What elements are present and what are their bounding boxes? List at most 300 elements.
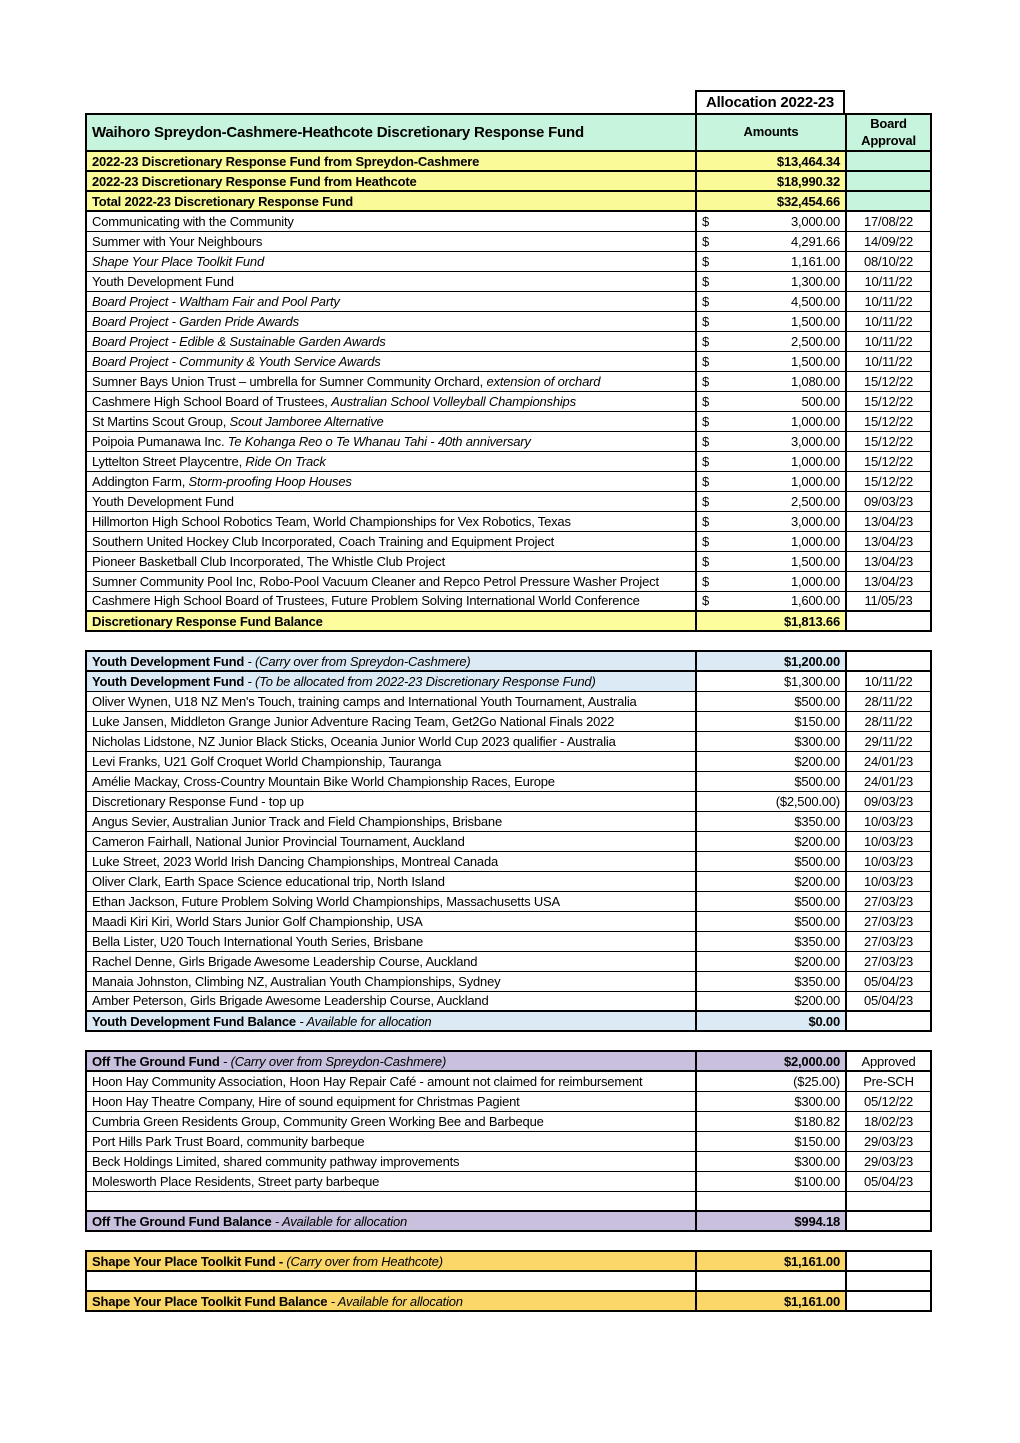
cell-text: 14/09/22: [863, 233, 913, 249]
cell-text: 10/03/23: [863, 833, 913, 849]
table-row: [86, 711, 931, 731]
amount-cell: [696, 1171, 846, 1191]
board-approval-cell: [846, 1171, 931, 1191]
cell-text: Youth Development Fund: [92, 493, 234, 509]
board-approval-cell: [846, 1291, 931, 1311]
cell-text: 28/11/22: [864, 693, 913, 709]
cell-text: $: [702, 553, 710, 569]
summary-row: [86, 191, 931, 211]
amount-cell: [696, 1111, 846, 1131]
balance-subtitle: - Available for allocation: [271, 1213, 408, 1229]
section-amount-cell: $1,300.00: [696, 671, 846, 691]
cell-text: $500.00: [794, 773, 840, 789]
cell-text: 05/04/23: [863, 973, 913, 989]
cell-text: 29/03/23: [863, 1133, 913, 1149]
project-description-cell: [86, 331, 696, 351]
cell-text: Amélie Mackay, Cross-Country Mountain Bike World Championship Races, Europe: [92, 773, 555, 789]
table-row: [86, 291, 931, 311]
project-description-cell: [86, 931, 696, 951]
project-description-cell: [86, 771, 696, 791]
table-row: [86, 1191, 931, 1211]
cell-text: 10/11/22: [864, 353, 913, 369]
board-approval-cell: [846, 1211, 931, 1231]
board-approval-cell: [846, 1191, 931, 1211]
board-approval-cell: [846, 231, 931, 251]
empty-cell: [86, 1271, 696, 1291]
table-row: [86, 471, 931, 491]
balance-subtitle: - Available for allocation: [327, 1293, 463, 1309]
balance-label-cell: Discretionary Response Fund Balance: [86, 611, 696, 631]
project-description-cell: [86, 711, 696, 731]
board-approval-cell: [846, 211, 931, 231]
board-approval-cell: [846, 331, 931, 351]
board-approval-cell: [846, 151, 931, 171]
board-approval-cell: [846, 751, 931, 771]
cell-text: Rachel Denne, Girls Brigade Awesome Leadership Course, Auckland: [92, 953, 478, 969]
project-description-cell: [86, 831, 696, 851]
cell-text: $: [702, 513, 710, 529]
cell-text: 15/12/22: [863, 433, 913, 449]
board-approval-cell: [846, 1071, 931, 1091]
table-row: [86, 371, 931, 391]
section-header-row: [86, 671, 931, 691]
table-row: [86, 511, 931, 531]
project-description-cell: [86, 571, 696, 591]
cell-text: 10/11/22: [864, 293, 913, 309]
empty-cell: [846, 1271, 931, 1291]
cell-text: 28/11/22: [864, 713, 913, 729]
amount-cell: [696, 491, 846, 511]
cell-text: Sumner Community Pool Inc, Robo-Pool Vacuum Cleaner and Repco Petrol Pressure Washer Project: [92, 573, 659, 589]
cell-text: 13/04/23: [863, 573, 913, 589]
empty-cell: [696, 1271, 846, 1291]
amount-cell: [696, 351, 846, 371]
cell-text: 27/03/23: [863, 893, 913, 909]
amount-cell: [696, 831, 846, 851]
project-description-cell: [86, 291, 696, 311]
cell-text: $200.00: [794, 753, 840, 769]
cell-text: $: [702, 393, 710, 409]
project-description-cell: [86, 751, 696, 771]
table-row: [86, 911, 931, 931]
board-approval-cell: [846, 391, 931, 411]
board-approval-cell: [846, 611, 931, 631]
project-description-cell: [86, 871, 696, 891]
amount-cell: [696, 1091, 846, 1111]
table-row: [86, 211, 931, 231]
balance-amount-cell: $1,161.00: [696, 1291, 846, 1311]
table-row: [86, 731, 931, 751]
cell-text: Cameron Fairhall, National Junior Provincial Tournament, Auckland: [92, 833, 465, 849]
cell-text: $: [702, 573, 710, 589]
cell-text: $200.00: [794, 873, 840, 889]
cell-text: Luke Street, 2023 World Irish Dancing Championships, Montreal Canada: [92, 853, 498, 869]
table-row: [86, 831, 931, 851]
cell-text: 1,000.00: [790, 473, 840, 489]
table-row: [86, 751, 931, 771]
table-row: [86, 451, 931, 471]
cell-text: $: [702, 353, 710, 369]
table-header-row: [86, 114, 931, 151]
cell-text: Cumbria Green Residents Group, Community Green Working Bee and Barbeque: [92, 1113, 544, 1129]
section-subtitle: - (To be allocated from 2022-23 Discretionary Response Fund): [244, 673, 596, 689]
cell-text: Manaia Johnston, Climbing NZ, Australian Youth Championships, Sydney: [92, 973, 501, 989]
board-approval-cell: [846, 431, 931, 451]
cell-text: $: [702, 293, 710, 309]
balance-title: Shape Your Place Toolkit Fund Balance: [92, 1293, 328, 1309]
amount-cell: [696, 871, 846, 891]
summary-label-cell: Total 2022-23 Discretionary Response Fund: [86, 191, 696, 211]
cell-text: 08/10/22: [863, 253, 913, 269]
cell-text: 4,500.00: [790, 293, 840, 309]
project-description-cell: [86, 1191, 696, 1211]
cell-text: Amber Peterson, Girls Brigade Awesome Leadership Course, Auckland: [92, 993, 489, 1009]
cell-text: $200.00: [794, 833, 840, 849]
project-description-cell: [86, 1171, 696, 1191]
cell-text: $300.00: [794, 1093, 840, 1109]
project-description-cell: [86, 471, 696, 491]
board-approval-cell: [846, 811, 931, 831]
table-row: [86, 1111, 931, 1131]
cell-text: 15/12/22: [863, 453, 913, 469]
cell-text: 18/02/23: [863, 1113, 913, 1129]
cell-text: 10/11/22: [864, 333, 913, 349]
cell-text: 15/12/22: [863, 413, 913, 429]
table-row: [86, 431, 931, 451]
project-description-cell: [86, 271, 696, 291]
cell-text: $300.00: [794, 733, 840, 749]
amount-cell: [696, 511, 846, 531]
cell-text: St Martins Scout Group,: [92, 413, 230, 429]
cell-text: $: [702, 233, 710, 249]
cell-text: 1,500.00: [790, 353, 840, 369]
cell-text: Youth Development Fund: [92, 273, 234, 289]
cell-text: $: [702, 473, 710, 489]
cell-text: $: [702, 333, 710, 349]
summary-amount-cell: $18,990.32: [696, 171, 846, 191]
cell-text: Port Hills Park Trust Board, community barbeque: [92, 1133, 365, 1149]
cell-text: $: [702, 313, 710, 329]
cell-text: $200.00: [794, 993, 840, 1009]
cell-text: $: [702, 413, 710, 429]
project-description-cell: [86, 971, 696, 991]
balance-row: [86, 1291, 931, 1311]
project-description-cell: [86, 791, 696, 811]
board-approval-cell: [846, 711, 931, 731]
cell-text: Hoon Hay Community Association, Hoon Hay Repair Café - amount not claimed for reimbursement: [92, 1073, 643, 1089]
amount-cell: [696, 1071, 846, 1091]
project-description-cell: [86, 451, 696, 471]
cell-text: $350.00: [794, 813, 840, 829]
cell-text: 13/04/23: [863, 513, 913, 529]
cell-text: Board Project - Garden Pride Awards: [92, 313, 299, 329]
board-approval-cell: [846, 851, 931, 871]
amount-cell: [696, 391, 846, 411]
cell-text: ($25.00): [793, 1073, 840, 1089]
cell-text: Hillmorton High School Robotics Team, World Championships for Vex Robotics, Texas: [92, 513, 571, 529]
board-approval-cell: [846, 471, 931, 491]
section-header-row: [86, 1251, 931, 1271]
cell-text: $: [702, 213, 710, 229]
amount-cell: [696, 1151, 846, 1171]
cell-text: 29/03/23: [863, 1153, 913, 1169]
cell-text: Discretionary Response Fund - top up: [92, 793, 304, 809]
cell-text: $: [702, 253, 710, 269]
cell-text: 1,000.00: [790, 573, 840, 589]
table-row: [86, 1131, 931, 1151]
board-approval-cell: [846, 871, 931, 891]
table-row: [86, 851, 931, 871]
board-approval-cell: [846, 1111, 931, 1131]
cell-text: Luke Jansen, Middleton Grange Junior Adventure Racing Team, Get2Go National Finals 2022: [92, 713, 615, 729]
board-approval-cell: [846, 791, 931, 811]
cell-text: Southern United Hockey Club Incorporated, Coach Training and Equipment Project: [92, 533, 555, 549]
cell-text: Storm-proofing Hoop Houses: [188, 473, 352, 489]
table-row: [86, 771, 931, 791]
board-approval-cell: [846, 291, 931, 311]
section-label-cell: [86, 651, 696, 671]
section-header-row: [86, 651, 931, 671]
board-approval-line2: Approval: [861, 132, 916, 148]
cell-text: Communicating with the Community: [92, 213, 294, 229]
cell-text: 10/03/23: [863, 873, 913, 889]
project-description-cell: [86, 211, 696, 231]
cell-text: Cashmere High School Board of Trustees,: [92, 393, 332, 409]
cell-text: $: [702, 533, 710, 549]
section-subtitle: - (Carry over from Spreydon-Cashmere): [219, 1053, 447, 1069]
cell-text: 24/01/23: [863, 753, 913, 769]
balance-subtitle: - Available for allocation: [295, 1013, 432, 1029]
amount-cell: [696, 971, 846, 991]
table-row: [86, 1151, 931, 1171]
project-description-cell: [86, 391, 696, 411]
table-row: [86, 391, 931, 411]
board-approval-cell: [846, 931, 931, 951]
cell-text: $500.00: [794, 893, 840, 909]
board-approval-cell: [846, 771, 931, 791]
amount-cell: [696, 891, 846, 911]
board-approval-cell: [846, 651, 931, 671]
cell-text: $: [702, 453, 710, 469]
board-approval-cell: Approved: [846, 1051, 931, 1071]
cell-text: Maadi Kiri Kiri, World Stars Junior Golf Championship, USA: [92, 913, 423, 929]
cell-text: $: [702, 433, 710, 449]
cell-text: extension of orchard: [486, 373, 601, 389]
project-description-cell: [86, 1071, 696, 1091]
amount-cell: [696, 731, 846, 751]
balance-amount-cell: $0.00: [696, 1011, 846, 1031]
board-approval-cell: [846, 491, 931, 511]
table-row: [86, 791, 931, 811]
shape-your-place-fund-table: [85, 1250, 932, 1312]
discretionary-response-fund-table: [85, 113, 932, 632]
cell-text: 4,291.66: [790, 233, 840, 249]
project-description-cell: [86, 951, 696, 971]
cell-text: Beck Holdings Limited, shared community pathway improvements: [92, 1153, 460, 1169]
cell-text: $: [702, 493, 710, 509]
table-row: [86, 271, 931, 291]
cell-text: 1,300.00: [790, 273, 840, 289]
amount-cell: [696, 311, 846, 331]
cell-text: Board Project - Waltham Fair and Pool Party: [92, 293, 340, 309]
board-approval-cell: [846, 911, 931, 931]
amount-cell: [696, 431, 846, 451]
table-row: [86, 971, 931, 991]
balance-label-cell: [86, 1291, 696, 1311]
section-label-cell: [86, 1051, 696, 1071]
allocation-year-header: Allocation 2022-23: [695, 90, 845, 113]
project-description-cell: [86, 1111, 696, 1131]
balance-label-cell: [86, 1011, 696, 1031]
cell-text: Ride On Track: [245, 453, 326, 469]
cell-text: $300.00: [794, 1153, 840, 1169]
cell-text: Shape Your Place Toolkit Fund: [92, 253, 264, 269]
balance-title: Off The Ground Fund Balance: [92, 1213, 272, 1229]
board-approval-cell: [846, 311, 931, 331]
board-approval-cell: [846, 591, 931, 611]
project-description-cell: [86, 991, 696, 1011]
cell-text: $: [702, 273, 710, 289]
table-row: [86, 571, 931, 591]
cell-text: 10/03/23: [863, 853, 913, 869]
board-approval-cell: [846, 551, 931, 571]
amount-cell: [696, 711, 846, 731]
board-approval-cell: [846, 251, 931, 271]
cell-text: 05/04/23: [863, 993, 913, 1009]
cell-text: 1,161.00: [790, 253, 840, 269]
project-description-cell: [86, 851, 696, 871]
cell-text: 05/04/23: [863, 1173, 913, 1189]
cell-text: Ethan Jackson, Future Problem Solving World Championships, Massachusetts USA: [92, 893, 560, 909]
board-approval-cell: [846, 891, 931, 911]
amount-cell: [696, 571, 846, 591]
board-approval-cell: [846, 691, 931, 711]
table-row: [86, 411, 931, 431]
cell-text: 05/12/22: [863, 1093, 913, 1109]
cell-text: Pioneer Basketball Club Incorporated, The Whistle Club Project: [92, 553, 445, 569]
cell-text: 3,000.00: [790, 513, 840, 529]
cell-text: Angus Sevier, Australian Junior Track and Field Championships, Brisbane: [92, 813, 502, 829]
cell-text: 17/08/22: [863, 213, 913, 229]
amount-cell: [696, 591, 846, 611]
project-description-cell: [86, 531, 696, 551]
board-approval-cell: [846, 271, 931, 291]
board-approval-cell: [846, 1131, 931, 1151]
cell-text: 1,500.00: [790, 553, 840, 569]
table-row: [86, 311, 931, 331]
table-row: [86, 231, 931, 251]
cell-text: Scout Jamboree Alternative: [229, 413, 384, 429]
cell-text: 15/12/22: [863, 373, 913, 389]
cell-text: $150.00: [794, 713, 840, 729]
cell-text: Poipoia Pumanawa Inc.: [92, 433, 228, 449]
board-approval-cell: [846, 171, 931, 191]
balance-title: Youth Development Fund Balance: [92, 1013, 296, 1029]
amount-cell: [696, 991, 846, 1011]
board-approval-cell: [846, 951, 931, 971]
board-approval-cell: [846, 371, 931, 391]
table-row: [86, 811, 931, 831]
project-description-cell: [86, 431, 696, 451]
cell-text: 10/11/22: [864, 273, 913, 289]
project-description-cell: [86, 251, 696, 271]
cell-text: 1,000.00: [790, 413, 840, 429]
amount-cell: [696, 791, 846, 811]
project-description-cell: [86, 491, 696, 511]
amount-cell: [696, 931, 846, 951]
balance-row: [86, 1211, 931, 1231]
balance-row: [86, 611, 931, 631]
youth-development-fund-table: [85, 650, 932, 1032]
cell-text: $200.00: [794, 953, 840, 969]
cell-text: $500.00: [794, 913, 840, 929]
section-title: Off The Ground Fund: [92, 1053, 220, 1069]
cell-text: Te Kohanga Reo o Te Whanau Tahi - 40th anniversary: [227, 433, 531, 449]
table-row: [86, 551, 931, 571]
cell-text: 27/03/23: [863, 913, 913, 929]
amount-cell: [696, 1191, 846, 1211]
cell-text: 24/01/23: [863, 773, 913, 789]
section-amount-cell: $1,200.00: [696, 651, 846, 671]
project-description-cell: [86, 231, 696, 251]
cell-text: Bella Lister, U20 Touch International Youth Series, Brisbane: [92, 933, 424, 949]
table-row: [86, 251, 931, 271]
cell-text: $100.00: [794, 1173, 840, 1189]
board-approval-cell: [846, 451, 931, 471]
cell-text: 3,000.00: [790, 213, 840, 229]
amount-cell: [696, 471, 846, 491]
project-description-cell: [86, 411, 696, 431]
cell-text: 1,500.00: [790, 313, 840, 329]
project-description-cell: [86, 731, 696, 751]
project-description-cell: [86, 591, 696, 611]
project-description-cell: [86, 371, 696, 391]
section-amount-cell: $2,000.00: [696, 1051, 846, 1071]
table-row: [86, 1171, 931, 1191]
board-approval-cell: [846, 971, 931, 991]
board-approval-cell: [846, 1091, 931, 1111]
cell-text: 11/05/23: [864, 593, 913, 609]
table-row: [86, 951, 931, 971]
table-row: [86, 491, 931, 511]
board-approval-cell: 10/11/22: [846, 671, 931, 691]
cell-text: Pre-SCH: [863, 1073, 914, 1089]
cell-text: 1,600.00: [790, 593, 840, 609]
section-amount-cell: $1,161.00: [696, 1251, 846, 1271]
board-approval-cell: [846, 1151, 931, 1171]
cell-text: Lyttelton Street Playcentre,: [92, 453, 246, 469]
cell-text: 500.00: [801, 393, 840, 409]
cell-text: 15/12/22: [863, 393, 913, 409]
table-row: [86, 591, 931, 611]
summary-row: [86, 171, 931, 191]
cell-text: ($2,500.00): [775, 793, 840, 809]
cell-text: Oliver Wynen, U18 NZ Men's Touch, training camps and International Youth Tournament, Australia: [92, 693, 637, 709]
cell-text: $350.00: [794, 933, 840, 949]
project-description-cell: [86, 691, 696, 711]
table-row: [86, 331, 931, 351]
cell-text: $180.82: [794, 1113, 840, 1129]
cell-text: 15/12/22: [863, 473, 913, 489]
summary-amount-cell: $32,454.66: [696, 191, 846, 211]
cell-text: 1,000.00: [790, 533, 840, 549]
fund-title: Waihoro Spreydon-Cashmere-Heathcote Discretionary Response Fund: [86, 114, 696, 151]
cell-text: $500.00: [794, 693, 840, 709]
cell-text: Sumner Bays Union Trust – umbrella for Sumner Community Orchard,: [92, 373, 487, 389]
project-description-cell: [86, 511, 696, 531]
table-row: [86, 351, 931, 371]
board-approval-column-header: [846, 114, 931, 151]
